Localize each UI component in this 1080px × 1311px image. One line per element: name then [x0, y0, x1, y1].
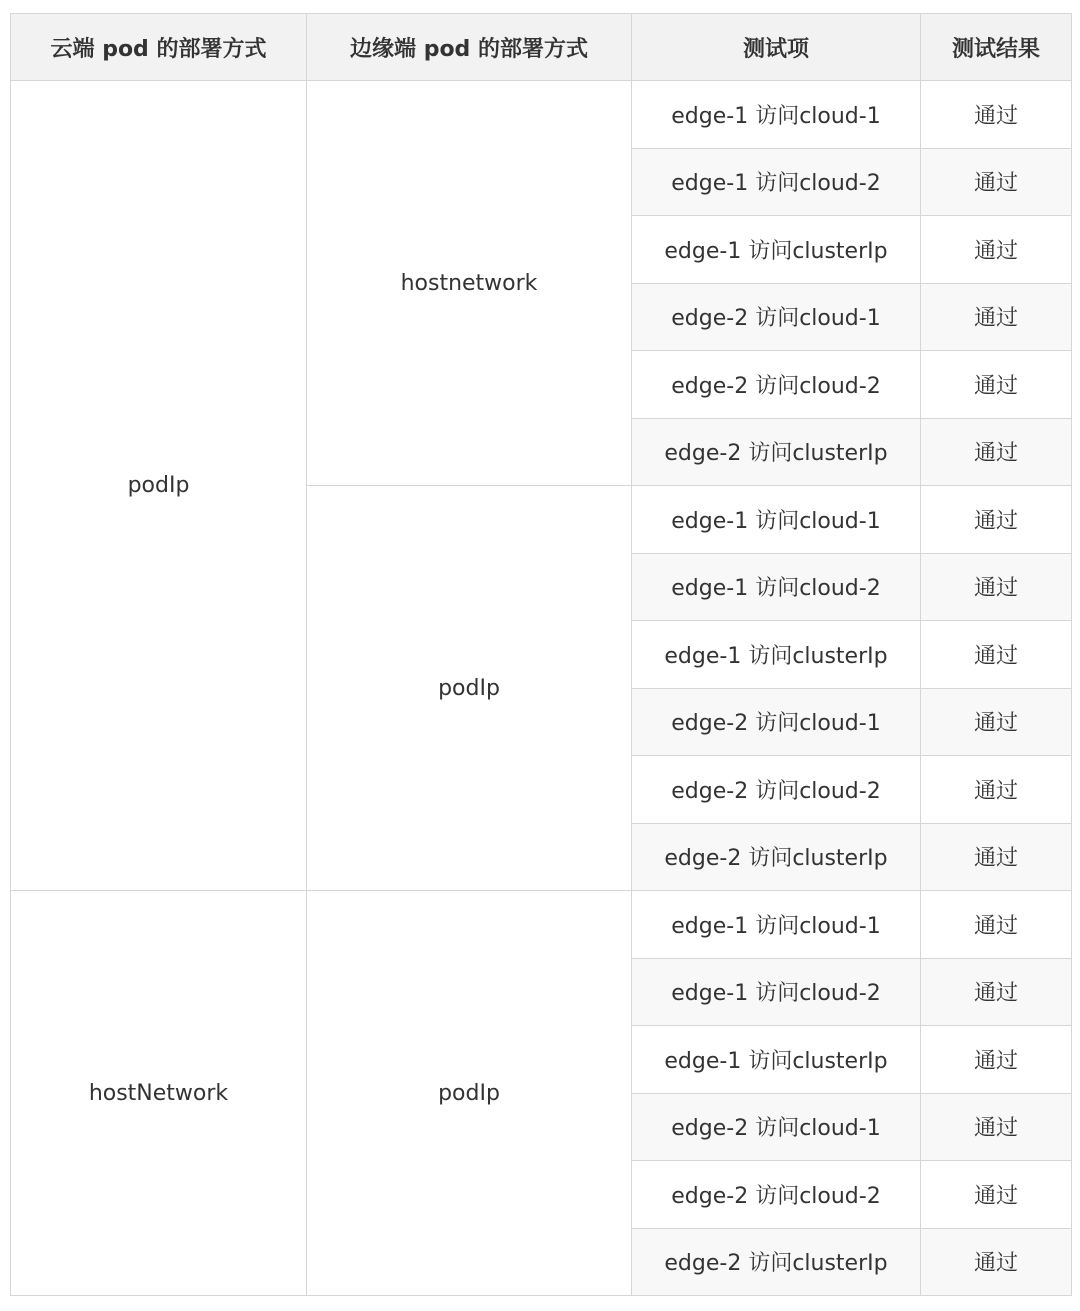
test-item-cell: edge-2 访问cloud-2 [632, 351, 921, 419]
edge-deploy-cell: podIp [307, 891, 632, 1296]
test-result-cell: 通过 [921, 958, 1072, 1026]
test-item-cell: edge-1 访问cloud-2 [632, 553, 921, 621]
test-item-cell: edge-2 访问cloud-2 [632, 1161, 921, 1229]
header-test-result: 测试结果 [921, 14, 1072, 81]
test-result-cell: 通过 [921, 486, 1072, 554]
cloud-deploy-cell: podIp [11, 81, 307, 891]
test-result-cell: 通过 [921, 216, 1072, 284]
edge-deploy-cell: hostnetwork [307, 81, 632, 486]
test-item-cell: edge-1 访问cloud-1 [632, 81, 921, 149]
test-result-cell: 通过 [921, 1026, 1072, 1094]
test-item-cell: edge-1 访问clusterIp [632, 1026, 921, 1094]
edge-deploy-cell: podIp [307, 486, 632, 891]
test-item-cell: edge-2 访问cloud-1 [632, 283, 921, 351]
header-row [11, 14, 1072, 81]
table-body [11, 81, 1072, 1296]
test-result-cell: 通过 [921, 1161, 1072, 1229]
table-row [11, 891, 1072, 959]
test-result-cell: 通过 [921, 621, 1072, 689]
test-item-cell: edge-1 访问cloud-1 [632, 891, 921, 959]
test-result-cell: 通过 [921, 148, 1072, 216]
test-result-cell: 通过 [921, 756, 1072, 824]
test-item-cell: edge-1 访问clusterIp [632, 216, 921, 284]
table-header [11, 14, 1072, 81]
test-result-cell: 通过 [921, 81, 1072, 149]
test-result-cell: 通过 [921, 1228, 1072, 1296]
test-result-cell: 通过 [921, 418, 1072, 486]
header-test-item: 测试项 [632, 14, 921, 81]
test-item-cell: edge-2 访问clusterIp [632, 1228, 921, 1296]
test-result-cell: 通过 [921, 283, 1072, 351]
test-item-cell: edge-1 访问cloud-2 [632, 958, 921, 1026]
test-item-cell: edge-1 访问cloud-2 [632, 148, 921, 216]
test-item-cell: edge-2 访问clusterIp [632, 823, 921, 891]
test-item-cell: edge-2 访问clusterIp [632, 418, 921, 486]
header-cloud-deploy: 云端 pod 的部署方式 [11, 14, 307, 81]
test-result-cell: 通过 [921, 823, 1072, 891]
header-edge-deploy: 边缘端 pod 的部署方式 [307, 14, 632, 81]
test-item-cell: edge-1 访问cloud-1 [632, 486, 921, 554]
test-result-cell: 通过 [921, 351, 1072, 419]
cloud-deploy-cell: hostNetwork [11, 891, 307, 1296]
test-result-cell: 通过 [921, 891, 1072, 959]
test-result-cell: 通过 [921, 1093, 1072, 1161]
table-row [11, 81, 1072, 149]
test-item-cell: edge-2 访问cloud-1 [632, 688, 921, 756]
test-item-cell: edge-1 访问clusterIp [632, 621, 921, 689]
test-result-cell: 通过 [921, 688, 1072, 756]
test-item-cell: edge-2 访问cloud-1 [632, 1093, 921, 1161]
test-result-cell: 通过 [921, 553, 1072, 621]
test-item-cell: edge-2 访问cloud-2 [632, 756, 921, 824]
test-results-table [10, 13, 1072, 1296]
